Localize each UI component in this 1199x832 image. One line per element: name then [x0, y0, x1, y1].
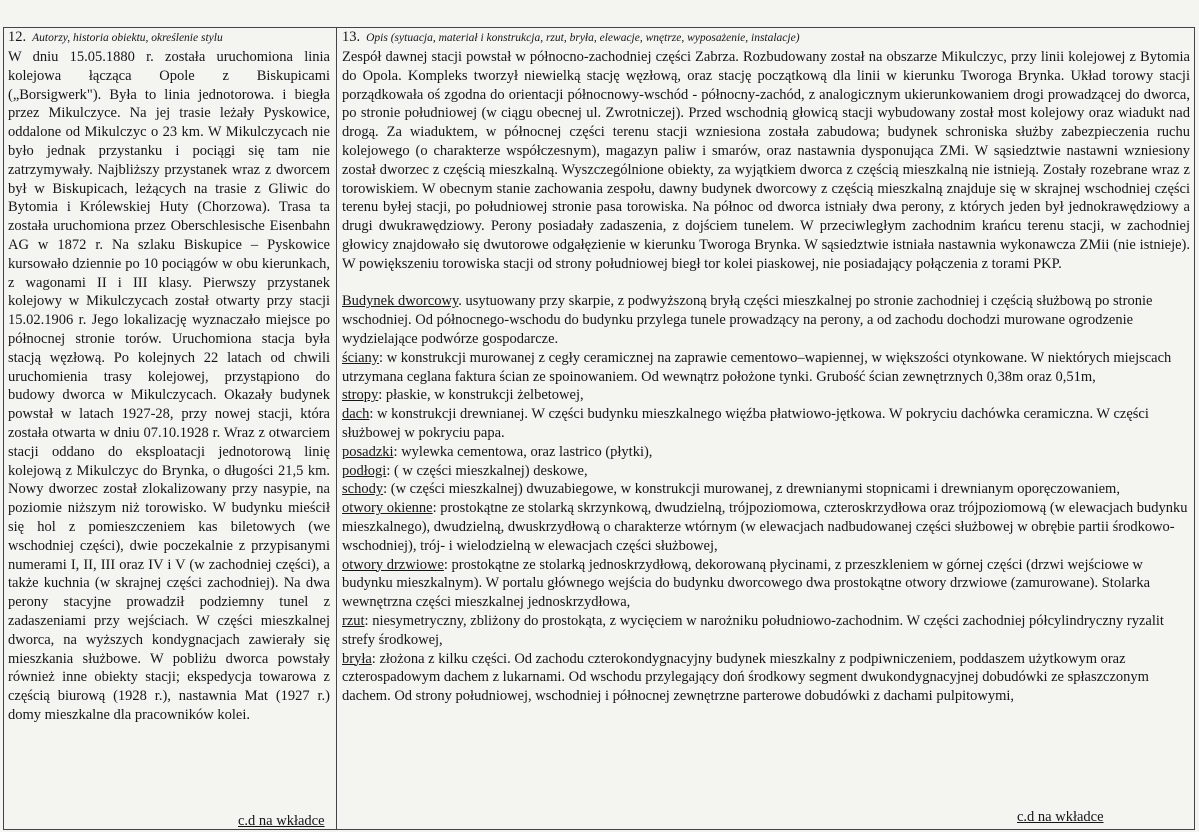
continued-note-left: c.d na wkładce — [238, 813, 325, 829]
item-windows-text: : prostokątne ze stolarką skrzynkową, dwudzielną, trójpoziomowa, czteroskrzydłowa oraz trójpoziomową (w elewacjach budynku mieszkalnego), dwudzielną, dwuskrzydłową o charakterze wtórnym (w elewacjach nadbudowanej części służbowej w obrębie partii środkowo-wschodniej), trój- i wielodzielną w elewacjach części służbowej, — [342, 500, 1188, 554]
item-building-text: . usytuowany przy skarpie, z podwyższoną bryłą części mieszkalnej po stronie zachodniej i częścią służbową po stronie wschodniej. Od północnego-wschodu do budynku przylega tunele prowadzący na perony, a od zachodu dochodzi murowane ogrodzenie wydzielające podwórze gospodarcze. — [342, 293, 1153, 347]
item-stairs-text: : (w części mieszkalnej) dwuzabiegowe, w konstrukcji murowanej, z drewnianymi stopnicami i drewnianym oporęczowaniem, — [383, 481, 1120, 498]
item-doors-label: otwory drzwiowe — [342, 556, 444, 573]
section-12 — [8, 29, 330, 725]
description-intro: Zespół dawnej stacji powstał w północno-zachodniej części Zabrza. Rozbudowany został na obszarze Mikulczyc, przy linii kolejowej z Bytomia do Opola. Kompleks tworzył niewielką stację węzłową, oraz stację początkową dla linii w kierunku Tworoga Brynka. Układ torowy stacji porządkowała oś zgodna do orientacji północnowy-wschód - północny-zachód, z analogicznym ukierunkowaniem drogi prowadzącej do dworca, po stronie południowej (w ciągu obecnej ul. Zwrotniczej). Przed wschodnią głowicą stacji wybudowany został most kolejowy oraz wiadukt nad drogą. Za wiaduktem, w północnej części terenu stacji wzniesiona została zabudowa; budynek schroniska służby zabezpieczenia ruchu kolejowego (o charakterze współczesnym), magazyn paliw i smarów, oraz nastawnia dysponująca ZMi. W sąsiedztwie nastawni wzniesiony został dworzec z częścią mieszkalną. Wyszczególnione obiekty, za wyjątkiem dworca z częścią mieszkalną nie istnieją. Zostały rozebrane wraz z torowiskiem. W obecnym stanie zachowania zespołu, dawny budynek dworcowy z częścią mieszkalną znajduje się w skrajnej wschodniej części terenu byłej stacji, po południowej stronie pasa torowiska. Na północ od dworca istniały dwa perony, z których jeden był jednokrawędziowy a drugi dwukrawędziowy. Perony posiadały zadaszenia, z dojściem tunelem. W przeciwległym zachodnim krańcu terenu stacji, w zachodniej głowicy znajdowało się dwutorowe odgałęzienie w kierunku Tworoga Brynka. W sąsiedztwie istniała nastawnia wykonawcza ZMii (nie istnieje). W powiększeniu torowiska stacji od strony południowej biegł tor kolei piaskowej, nie posiadający połączenia z torami PKP. — [342, 49, 1190, 272]
item-doors-text: : prostokątne ze stolarką jednoskrzydłową, dekorowaną płycinami, z przeszkleniem w górnej części (drzwi wejściowe w budynku mieszkalnym). W portalu głównego wejścia do budynku dworcowego dwa prostokątne otwory drzwiowe (zamurowane). Stolarka wewnętrzna części mieszkalnej jednoskrzydłowa, — [342, 556, 1151, 611]
item-massing-label: bryła — [342, 650, 372, 667]
item-ceilings-label: stropy — [342, 387, 379, 404]
section-13-header — [342, 29, 1190, 47]
item-massing-text: : złożona z kilku części. Od zachodu czterokondygnacyjny budynek mieszkalny z podpiwniczeniem, poddaszem użytkowym oraz czterospadowym dachem z lukarnami. Od wschodu przylegający doń środkowy segment dwukondygnacyjnej dobudówki ze spłaszczonym dachem. Od strony południowej, wschodniej i północnej zewnętrzne parterowe dobudówki z dachami pulpitowymi, — [342, 650, 1149, 705]
item-floorboards-label: podłogi — [342, 462, 387, 479]
section-12-number: 12. — [8, 29, 27, 45]
description-items — [342, 292, 1190, 706]
item-building — [342, 292, 1190, 348]
section-13-label: Opis (sytuacja, materiał i konstrukcja, rzut, bryła, elewacje, wnętrze, wyposażenie, instalacje) — [366, 32, 800, 44]
item-windows-label: otwory okienne — [342, 500, 433, 517]
history-text: W dniu 15.05.1880 r. została uruchomiona linia kolejowa łącząca Opole z Biskupicami („Borsigwerk"). Była to linia jednotorowa. i biegła przez Mikulczyce. Na jej trasie leżały Pyskowice, oddalone od Mikulczyc o 23 km. W Mikulczycach nie było jednak przystanku i pociągi się tam nie zatrzymywały. Najbliższy przystanek wraz z dworcem był w Biskupicach, leżących na trasie z Gliwic do Bytomia i Królewskiej Huty (Chorzowa). Trasa ta została uruchomiona przez Oberschlesische Eisenbahn AG w 1872 r. Na szlaku Biskupice – Pyskowice kursowało dziennie po 10 pociągów w obu kierunkach, z wagonami II i III klasy. Pierwszy przystanek kolejowy w Mikulczycach został otwarty przy stacji 15.02.1906 r. Jego lokalizację wyznaczało miejsce po północnej stronie torów. Uruchomiona stacja była stacją węzłową. Po kolejnych 22 latach od chwili uruchomienia trasy kolejowej, przystąpiono do budowy dworca w Mikulczycach. Okazały budynek powstał w latach 1927-28, przy nowej stacji, która została otwarta w dniu 07.10.1928 r. Wraz z otwarciem stacji oddano do eksploatacji jednotorową linię kolejową z Mikulczyc do Brynka, o długości 21,5 km. Nowy dworzec został zlokalizowany przy nasypie, na poziomie niższym niż torowisko. W budynku mieścił się hol z pomieszczeniem kas biletowych (we wschodniej części), dwie poczekalnie z przypisanymi numerami I, II, III oraz IV i V (w zachodniej części), a także kuchnia (w skrajnej części zachodniej). Na dwa perony stacyjne prowadził podziemny tunel z zadaszeniami przy wejściach. W części mieszkalnej dworca, na wyższych kondygnacjach zawierały się mieszkania służbowe. W pobliżu dworca powstały również inne obiekty stacji; ekspedycja towarowa z częścią biurową (1928 r.), nastawnia Mat (1927 r.) domy mieszkalne dla pracowników kolei. — [8, 49, 330, 723]
item-floorboards-text: : ( w części mieszkalnej) deskowe, — [386, 462, 588, 479]
item-ceilings-text: : płaskie, w konstrukcji żelbetowej, — [378, 387, 584, 404]
item-windows — [342, 499, 1190, 555]
item-massing — [342, 650, 1190, 706]
item-stairs — [342, 480, 1190, 499]
item-plan-label: rzut — [342, 612, 365, 629]
item-floors-label: posadzki — [342, 443, 394, 460]
paragraph-gap — [342, 274, 1190, 293]
item-walls-text: : w konstrukcji murowanej z cegły ceramicznej na zaprawie cementowo–wapiennej, w większości otynkowane. W niektórych miejscach utrzymana ceglana faktura ścian ze spoinowaniem. Od wewnątrz położone tynki. Grubość ścian zewnętrznych 0,38m oraz 0,51m, — [342, 349, 1172, 385]
item-roof-text: : w konstrukcji drewnianej. W części budynku mieszkalnego więźba płatwiowo-jętkowa. W pokryciu dachówka ceramiczna. W części służbowej w pokryciu papa. — [342, 406, 1149, 441]
item-building-label: Budynek dworcowy — [342, 293, 459, 310]
item-floors-text: : wylewka cementowa, oraz lastrico (płytki), — [393, 443, 653, 460]
item-floors — [342, 443, 1190, 462]
item-plan-text: : niesymetryczny, zbliżony do prostokąta, z wycięciem w narożniku południowo-zachodnim. W części zachodniej półcylindryczny ryzalit strefy środkowej, — [342, 612, 1164, 648]
item-doors — [342, 556, 1190, 612]
item-walls — [342, 349, 1190, 387]
column-divider — [336, 27, 337, 830]
item-plan — [342, 612, 1190, 650]
item-roof-label: dach — [342, 406, 370, 423]
continued-note-right: c.d na wkładce — [1017, 809, 1104, 825]
item-walls-label: ściany — [342, 349, 380, 366]
section-12-label: Autorzy, historia obiektu, określenie stylu — [32, 32, 223, 44]
section-12-header — [8, 29, 330, 47]
item-stairs-label: schody — [342, 481, 384, 498]
item-floorboards — [342, 462, 1190, 481]
item-ceilings — [342, 386, 1190, 405]
section-13-number: 13. — [342, 29, 361, 45]
item-roof — [342, 405, 1190, 443]
section-13 — [342, 29, 1190, 706]
